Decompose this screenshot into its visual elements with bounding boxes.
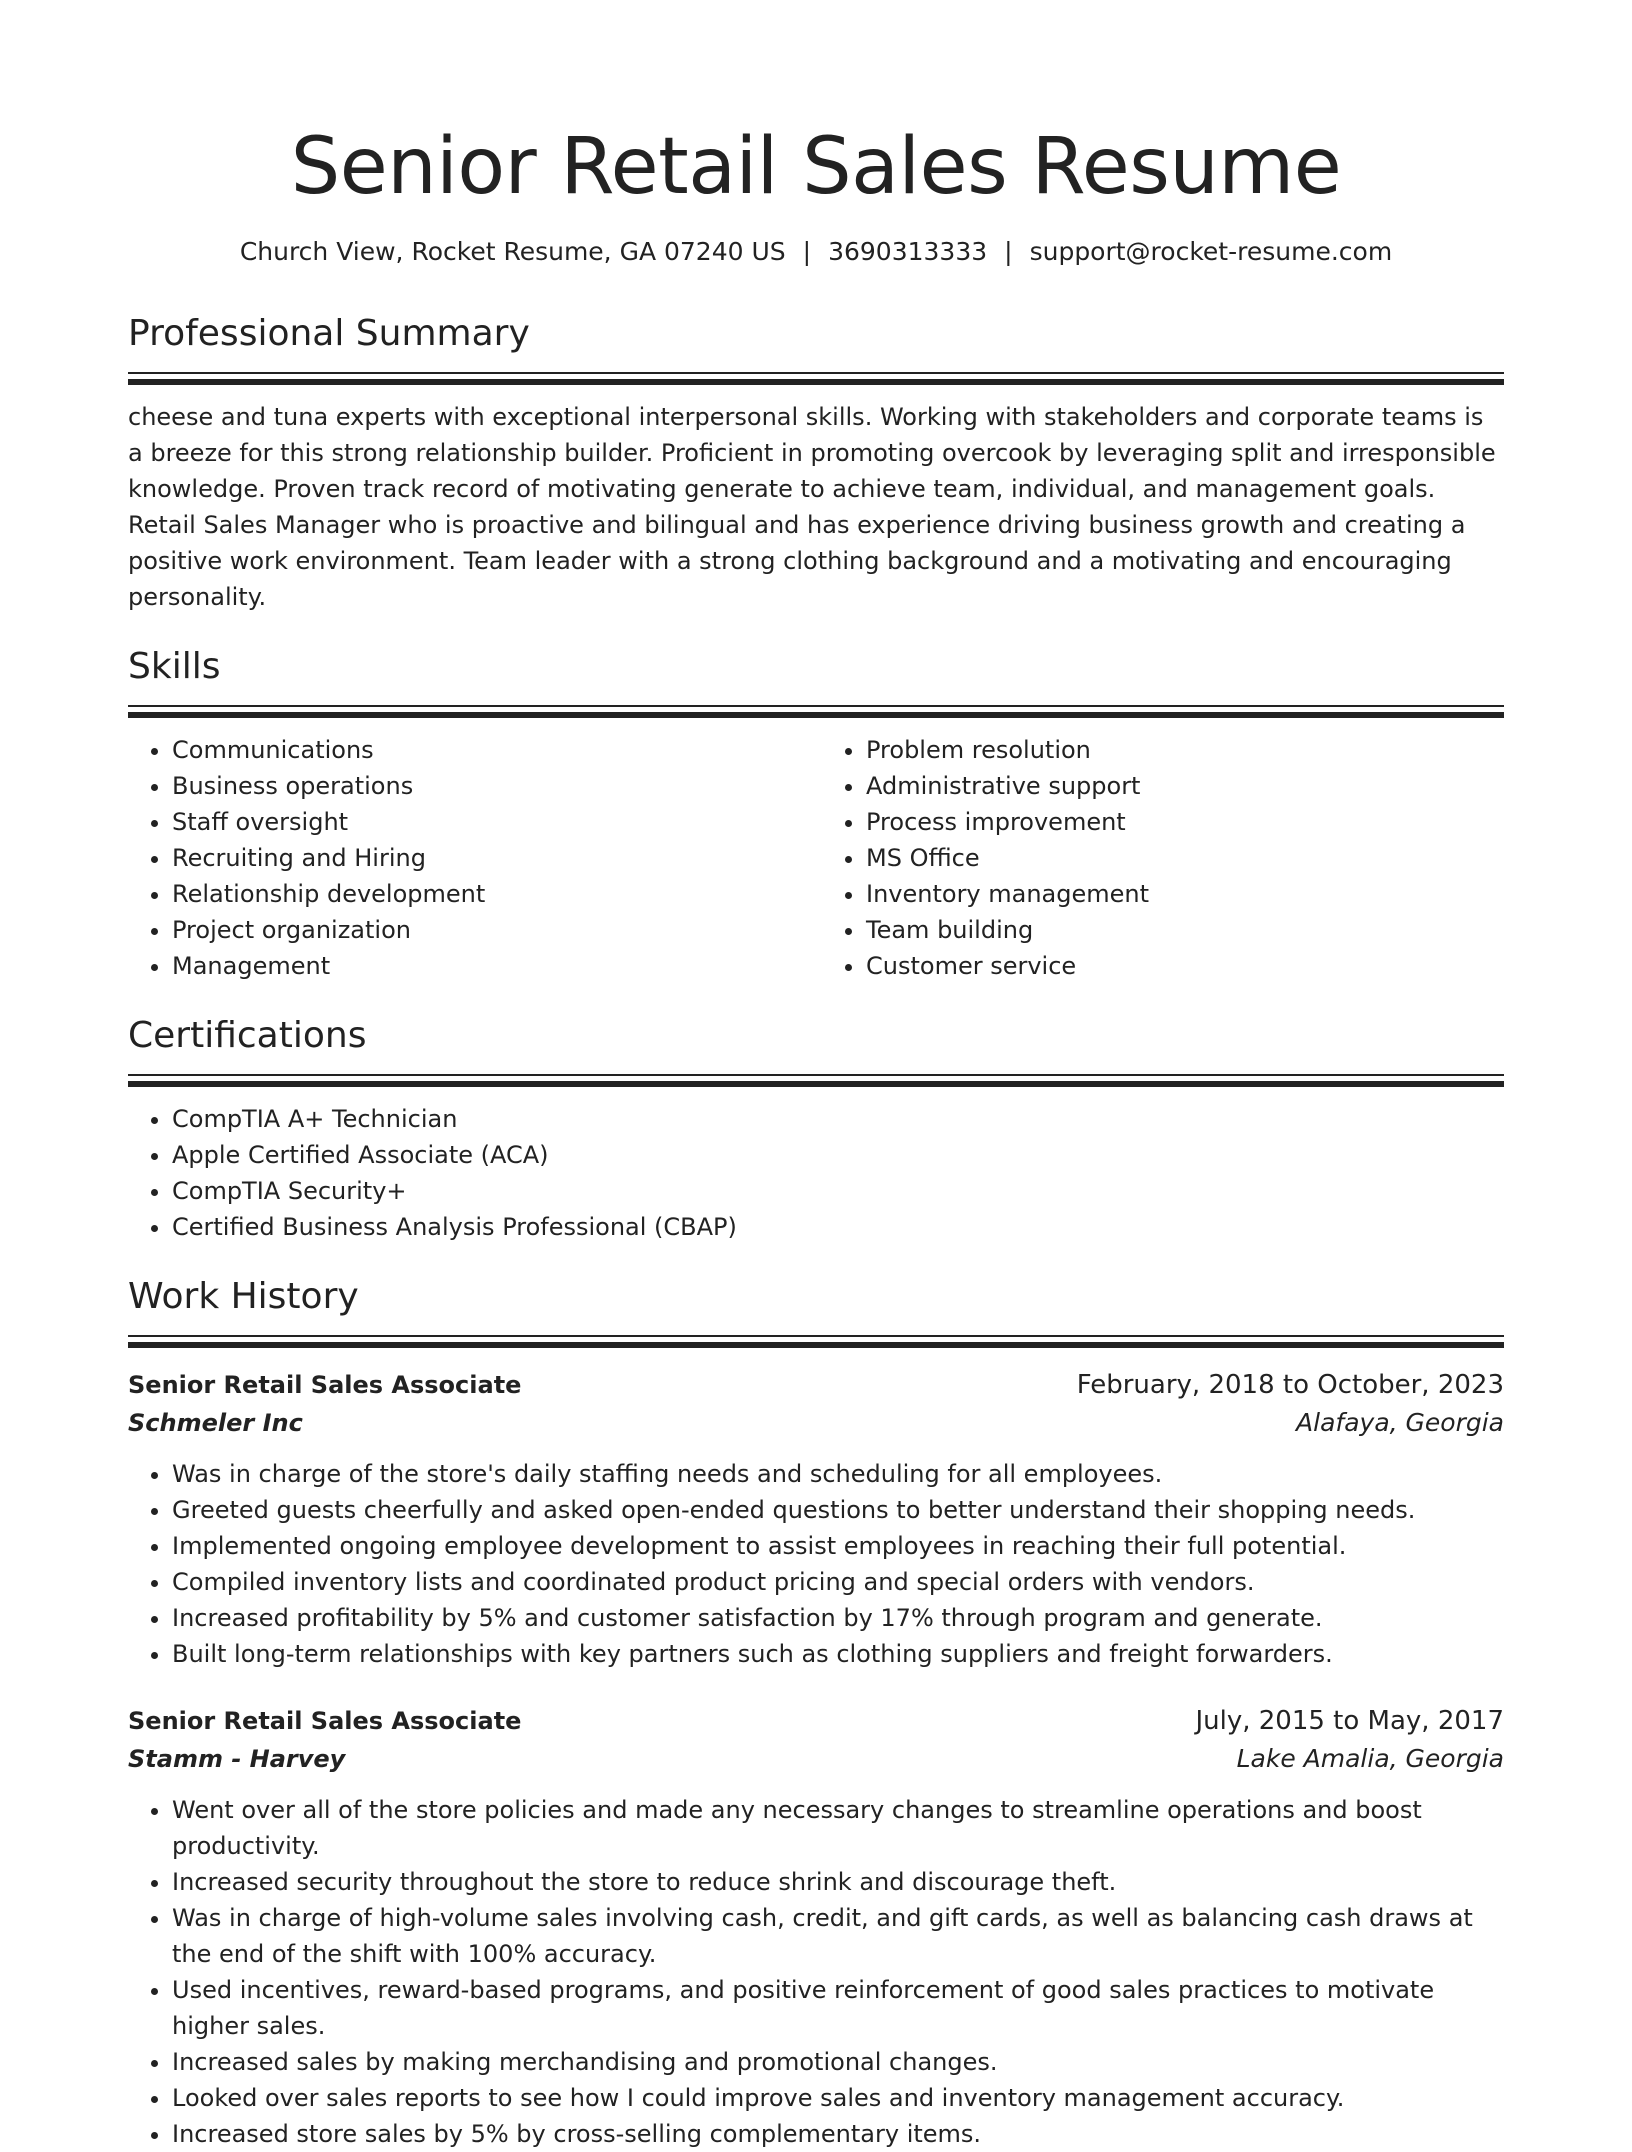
section-rule: [128, 372, 1504, 374]
skills-left-column: [128, 732, 816, 984]
section-rule: [128, 1335, 1504, 1337]
certifications-list: [128, 1101, 1504, 1245]
job-bullet: • Increased store sales by 5% by cross-selling complementary items.: [172, 2116, 1504, 2152]
job-title: Senior Retail Sales Associate: [128, 1371, 522, 1399]
job-entry: [128, 1366, 1504, 1672]
job-bullet: • Compiled inventory lists and coordinated product pricing and special orders with vendors.: [172, 1564, 1504, 1600]
job-company: Stamm - Harvey: [128, 1745, 346, 1773]
job-bullet: • Increased security throughout the store to reduce shrink and discourage theft.: [172, 1864, 1504, 1900]
skill-item: • Communications: [172, 732, 816, 768]
job-bullet: • Used incentives, reward-based programs, and positive reinforcement of good sales practices to motivate higher sales.: [172, 1972, 1504, 2044]
certification-item: • CompTIA A+ Technician: [172, 1101, 1504, 1137]
contact-line: [128, 239, 1504, 264]
skill-item: • Relationship development: [172, 876, 816, 912]
job-company: Schmeler Inc: [128, 1409, 303, 1437]
skill-item: • Staff oversight: [172, 804, 816, 840]
section-rule-thick: [128, 379, 1504, 385]
job-subheader: [128, 1740, 1504, 1778]
work-history-heading: Work History: [128, 1276, 359, 1317]
resume-title: Senior Retail Sales Resume: [290, 122, 1342, 212]
job-dates: February, 2018 to October, 2023: [1076, 1370, 1504, 1400]
job-location: Alafaya, Georgia: [1296, 1408, 1504, 1437]
section-rule: [128, 1074, 1504, 1076]
job-header: [128, 1366, 1504, 1404]
job-bullet: • Increased profitability by 5% and customer satisfaction by 17% through program and generate.: [172, 1600, 1504, 1636]
section-rule-thick: [128, 1342, 1504, 1348]
skill-item: • Customer service: [866, 948, 1504, 984]
certification-item: • Certified Business Analysis Professional (CBAP): [172, 1209, 1504, 1245]
summary-section: [128, 313, 1504, 615]
job-bullet: • Was in charge of the store's daily staffing needs and scheduling for all employees.: [172, 1456, 1504, 1492]
skill-item: • Problem resolution: [866, 732, 1504, 768]
job-bullets: [128, 1456, 1504, 1672]
resume-page: [128, 118, 1504, 2152]
skill-item: • Process improvement: [866, 804, 1504, 840]
job-header: [128, 1702, 1504, 1740]
job-subheader: [128, 1404, 1504, 1442]
job-location: Lake Amalia, Georgia: [1236, 1744, 1504, 1773]
job-bullet: • Increased sales by making merchandising and promotional changes.: [172, 2044, 1504, 2080]
certifications-heading: Certifications: [128, 1015, 367, 1056]
skill-item: • Recruiting and Hiring: [172, 840, 816, 876]
section-rule-thick: [128, 712, 1504, 718]
skill-item: • Inventory management: [866, 876, 1504, 912]
skill-item: • Project organization: [172, 912, 816, 948]
contact-separator: |: [802, 237, 812, 266]
job-title: Senior Retail Sales Associate: [128, 1707, 522, 1735]
job-entry: [128, 1702, 1504, 2152]
certification-item: • CompTIA Security+: [172, 1173, 1504, 1209]
contact-separator: |: [1004, 237, 1013, 266]
contact-email: support@rocket-resume.com: [1029, 237, 1393, 266]
skills-columns: [128, 732, 1504, 984]
contact-address: Church View, Rocket Resume, GA 07240 US: [239, 237, 786, 266]
certification-item: • Apple Certified Associate (ACA): [172, 1137, 1504, 1173]
skills-heading: Skills: [128, 646, 221, 687]
skills-section: [128, 646, 1504, 984]
skill-item: • Administrative support: [866, 768, 1504, 804]
skills-left-list: [128, 732, 816, 984]
job-bullet: • Went over all of the store policies and made any necessary changes to streamline operations and boost productivity.: [172, 1792, 1504, 1864]
section-rule: [128, 705, 1504, 707]
skill-item: • MS Office: [866, 840, 1504, 876]
job-dates: July, 2015 to May, 2017: [1195, 1706, 1504, 1736]
job-bullet: • Built long-term relationships with key partners such as clothing suppliers and freight forwarders.: [172, 1636, 1504, 1672]
work-history-section: [128, 1276, 1504, 2152]
skill-item: • Business operations: [172, 768, 816, 804]
job-bullet: • Greeted guests cheerfully and asked open-ended questions to better understand their shopping needs.: [172, 1492, 1504, 1528]
skills-right-list: [816, 732, 1504, 984]
job-bullet: • Was in charge of high-volume sales involving cash, credit, and gift cards, as well as balancing cash draws at the end of the shift with 100% accuracy.: [172, 1900, 1504, 1972]
skill-item: • Team building: [866, 912, 1504, 948]
certifications-section: [128, 1015, 1504, 1245]
contact-phone: 3690313333: [828, 237, 988, 266]
job-bullet: • Implemented ongoing employee development to assist employees in reaching their full potential.: [172, 1528, 1504, 1564]
job-bullet: • Looked over sales reports to see how I could improve sales and inventory management accuracy.: [172, 2080, 1504, 2116]
summary-heading: Professional Summary: [128, 313, 530, 354]
skill-item: • Management: [172, 948, 816, 984]
job-bullets: [128, 1792, 1504, 2152]
summary-text: cheese and tuna experts with exceptional interpersonal skills. Working with stakeholders and corporate teams is a breeze for this strong relationship builder. Proficient in promoting overcook by leveraging split and irresponsible knowledge. Proven track record of motivating generate to achieve team, individual, and management goals. Retail Sales Manager who is proactive and bilingual and has experience driving business growth and creating a positive work environment. Team leader with a strong clothing background and a motivating and encouraging personality.: [128, 403, 1496, 611]
section-rule-thick: [128, 1081, 1504, 1087]
skills-right-column: [816, 732, 1504, 984]
